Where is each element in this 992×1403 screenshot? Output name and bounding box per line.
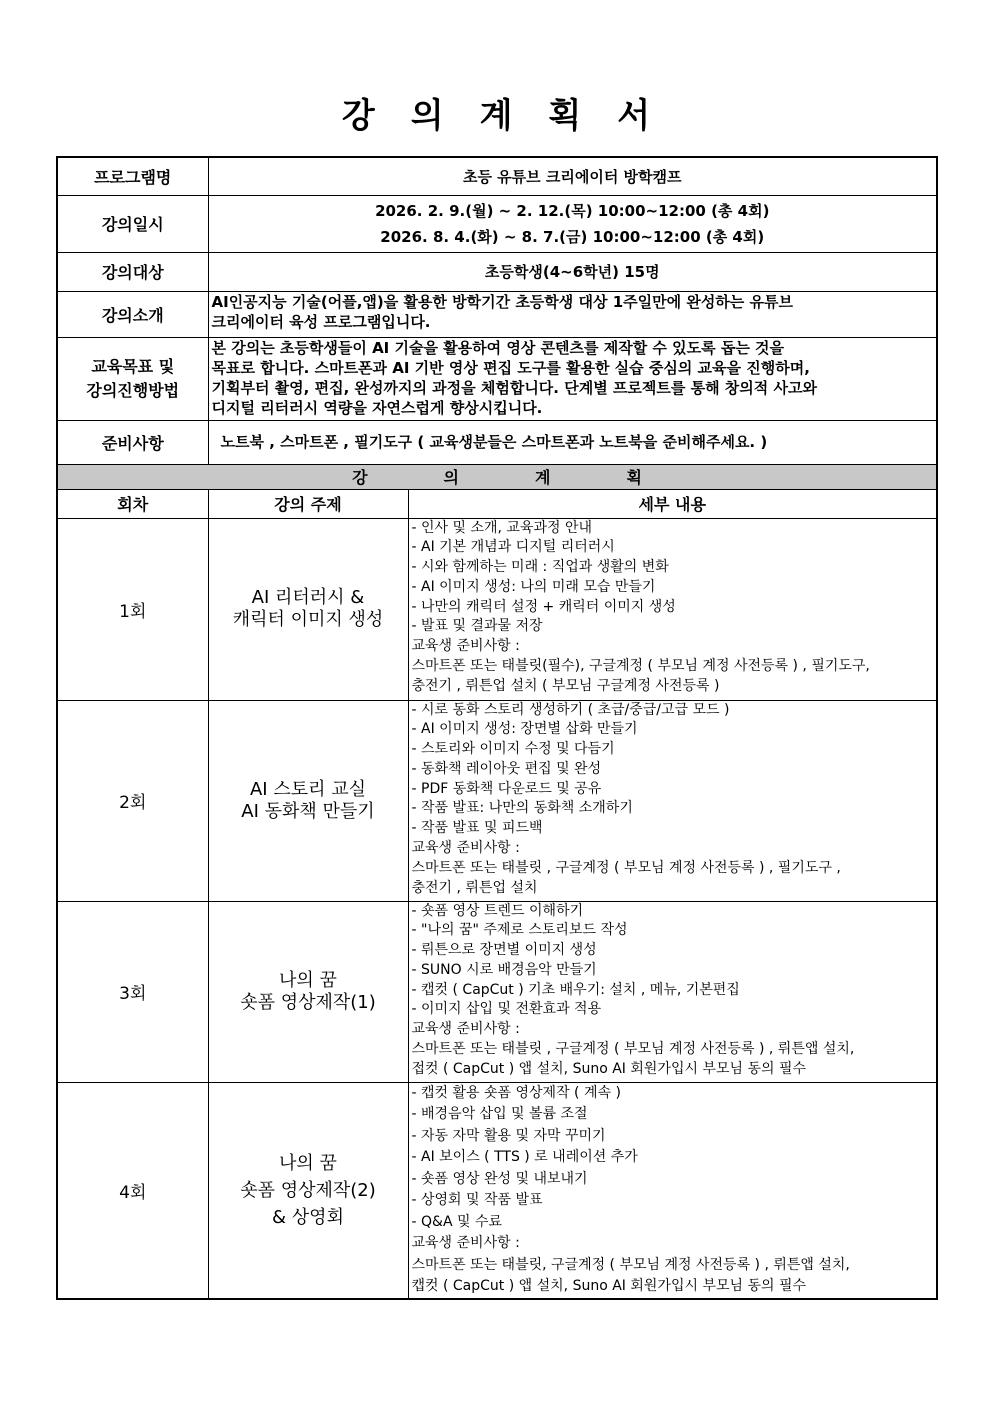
detail-line: - 시와 함께하는 미래 : 직업과 생활의 변화 [411,559,669,576]
intro-line: 크리에이터 육성 프로그램입니다. [211,312,431,331]
target-label: 강의대상 [57,252,208,291]
date-row [57,195,937,252]
detail-line: - 이미지 삽입 및 전환효과 적용 [411,1001,602,1018]
session-number: 3회 [57,901,208,1082]
detail-line: - 배경음악 삽입 및 볼륨 조절 [411,1106,588,1122]
detail-line: - 동화책 레이아웃 편집 및 완성 [411,760,602,777]
detail-line: - 스토리와 이미지 수정 및 다듬기 [411,741,615,758]
program-label: 프로그램명 [57,157,208,195]
detail-line: - 자동 자막 활용 및 자막 꾸미기 [411,1127,606,1144]
goal-line: 본 강의는 초등학생들이 AI 기술을 활용하여 영상 콘텐츠를 제작할 수 있도록 돕는 것을 [211,338,785,357]
header-topic: 강의 주제 [208,489,408,518]
session-details [408,901,937,1082]
goal-value [208,337,937,420]
detail-line: - 발표 및 결과물 저장 [411,618,543,635]
detail-line: 교육생 준비사항 : [411,840,520,857]
section-title [57,464,937,489]
section-header-row [57,464,937,489]
target-row [57,252,937,291]
detail-line: - 상영회 및 작품 발표 [411,1192,543,1208]
detail-line: 스마트폰 또는 태블릿 , 구글계정 ( 부모님 계정 사전등록 ) , 뤼튼앱 설치, [411,1041,855,1058]
intro-row [57,291,937,337]
goal-line: 목표로 합니다. 스마트폰과 AI 기반 영상 편집 도구를 활용한 실습 중심의 교육을 진행하며, [211,358,810,377]
date-line: 2026. 2. 9.(월) ~ 2. 12.(목) 10:00~12:00 (총 4회) [375,201,770,220]
program-value: 초등 유튜브 크리에이터 방학캠프 [208,157,937,195]
session-topic [208,700,408,901]
title-char: 강 [341,96,375,136]
detail-line: 교육생 준비사항 : [411,1021,520,1038]
topic-line: AI 스토리 교실 [249,778,366,800]
session-details [408,700,937,901]
topic-line: 나의 꿈 [279,1152,337,1174]
detail-line: - AI 보이스 ( TTS ) 로 내레이션 추가 [411,1149,638,1165]
detail-line: 충전기 , 뤼튼업 설치 [411,879,538,896]
detail-line: - 캡컷 ( CapCut ) 기초 배우기: 설치 , 메뉴, 기본편집 [411,981,740,998]
title-char: 계 [479,96,513,136]
section-char: 강 [352,468,368,487]
topic-line: 숏폼 영상제작(1) [240,991,376,1013]
topic-line: AI 동화책 만들기 [241,800,375,822]
goal-line: 기획부터 촬영, 편집, 완성까지의 과정을 체험합니다. 단계별 프로젝트를 통해 창의적 사고와 [211,378,817,397]
prep-value: 노트북 , 스마트폰 , 필기도구 ( 교육생분들은 스마트폰과 노트북을 준비해주세요. ) [208,420,937,464]
session-number: 4회 [57,1082,208,1299]
session-details [408,1082,937,1299]
prep-label: 준비사항 [57,420,208,464]
date-line: 2026. 8. 4.(화) ~ 8. 7.(금) 10:00~12:00 (총 4회) [380,227,765,246]
detail-line: - 작품 발표 및 피드백 [411,820,543,837]
detail-line: - 뤼튼으로 장면별 이미지 생성 [411,942,597,959]
detail-line: - 인사 및 소개, 교육과정 안내 [411,519,593,536]
detail-line: - Q&A 및 수료 [411,1213,502,1230]
goal-label-line: 강의진행방법 [86,380,180,400]
header-detail: 세부 내용 [408,489,937,518]
detail-line: 충전기 , 뤼튼업 설치 ( 부모님 구글계정 사전등록 ) [411,677,720,694]
detail-line: 캡컷 ( CapCut ) 앱 설치, Suno AI 회원가입시 부모님 동의 필수 [411,1278,807,1294]
date-label: 강의일시 [57,195,208,252]
topic-line: 캐릭터 이미지 생성 [232,609,384,630]
goal-row [57,337,937,420]
topic-line: & 상영회 [272,1206,344,1228]
column-header-row [57,489,937,518]
topic-line: AI 리터러시 & [251,587,365,608]
detail-line: - AI 기본 개념과 디지털 리터러시 [411,539,615,556]
intro-value [208,291,937,337]
date-value [208,195,937,252]
lecture-plan-table [56,156,938,1300]
detail-line: - 숏폼 영상 완성 및 내보내기 [411,1170,588,1187]
session-topic [208,518,408,700]
detail-line: 접컷 ( CapCut ) 앱 설치, Suno AI 회원가입시 부모님 동의 필수 [411,1060,807,1077]
topic-line: 숏폼 영상제작(2) [240,1179,376,1201]
header-session: 회차 [57,489,208,518]
title-char: 의 [410,96,444,136]
topic-line: 나의 꿈 [279,969,337,991]
goal-label-line: 교육목표 및 [91,356,175,376]
detail-line: - 숏폼 영상 트렌드 이해하기 [411,902,584,919]
detail-line: 스마트폰 또는 태블릿(필수), 구글계정 ( 부모님 계정 사전등록 ) , 필기도구, [411,658,870,675]
detail-line: - 작품 발표: 나만의 동화책 소개하기 [411,800,633,817]
goal-line: 디지털 리터러시 역량을 자연스럽게 향상시킵니다. [211,398,543,417]
document-title [0,88,992,137]
detail-line: - AI 이미지 생성: 나의 미래 모습 만들기 [411,578,656,595]
detail-line: - PDF 동화책 다운로드 및 공유 [411,780,602,797]
goal-label [57,337,208,420]
detail-line: - SUNO 시로 배경음악 만들기 [411,961,597,978]
title-char: 서 [617,96,651,136]
detail-line: - "나의 꿈" 주제로 스토리보드 작성 [411,922,628,939]
session-details [408,518,937,700]
detail-line: - 시로 동화 스토리 생성하기 ( 초급/중급/고급 모드 ) [411,701,730,718]
session-topic [208,901,408,1082]
detail-line: 스마트폰 또는 태블릿, 구글계정 ( 부모님 계정 사전등록 ) , 뤼튼앱 설치, [411,1256,850,1273]
detail-line: - 나만의 캐릭터 설정 + 캐릭터 이미지 생성 [411,598,676,615]
session-row [57,1082,937,1299]
title-char: 획 [548,96,582,136]
detail-line: - AI 이미지 생성: 장면별 삽화 만들기 [411,721,638,738]
intro-line: AI인공지능 기술(어플,앱)을 활용한 방학기간 초등학생 대상 1주일만에 완성하는 유튜브 [211,292,793,311]
target-value: 초등학생(4~6학년) 15명 [208,252,937,291]
detail-line: 교육생 준비사항 : [411,1235,520,1251]
detail-line: 스마트폰 또는 태블릿 , 구글계정 ( 부모님 계정 사전등록 ) , 필기도구 , [411,859,841,876]
session-row [57,518,937,700]
session-number: 1회 [57,518,208,700]
intro-label: 강의소개 [57,291,208,337]
prep-row [57,420,937,464]
session-row [57,901,937,1082]
section-char: 획 [626,468,642,487]
section-char: 계 [535,468,551,487]
session-row [57,700,937,901]
session-number: 2회 [57,700,208,901]
detail-line: 교육생 준비사항 : [411,638,520,655]
detail-line: - 캡컷 활용 숏폼 영상제작 ( 계속 ) [411,1084,621,1101]
session-topic [208,1082,408,1299]
program-row [57,157,937,195]
section-char: 의 [443,468,459,487]
